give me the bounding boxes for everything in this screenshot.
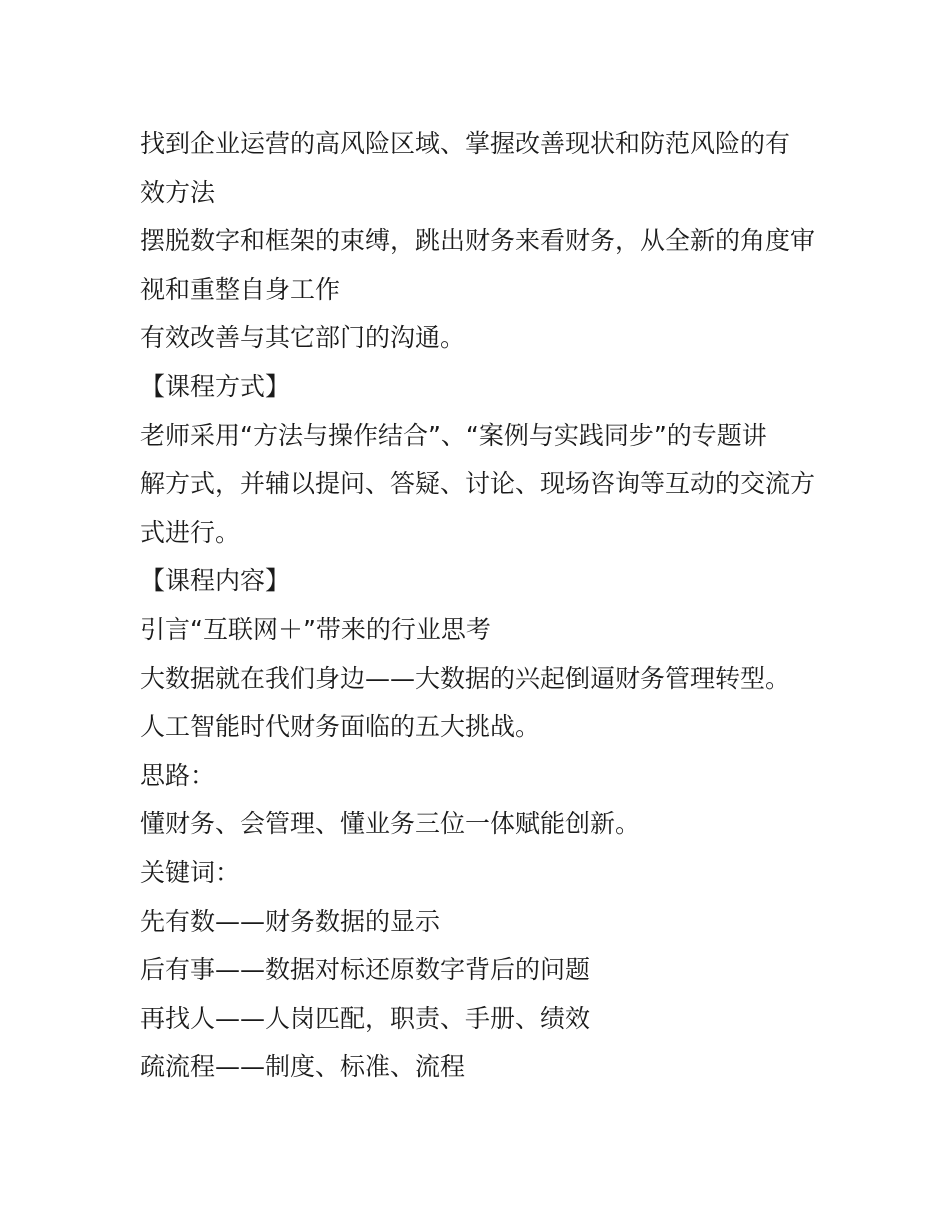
text-line: 找到企业运营的高风险区域、掌握改善现状和防范风险的有 — [140, 129, 791, 158]
text-line: 有效改善与其它部门的沟通。 — [140, 323, 466, 353]
text-line: 人工智能时代财务面临的五大挑战。 — [140, 712, 541, 742]
text-line: 老师采用“方法与操作结合”、“案例与实践同步”的专题讲 — [140, 420, 767, 450]
text-line: 疏流程——制度、标准、流程 — [140, 1052, 466, 1082]
text-line: 后有事——数据对标还原数字背后的问题 — [140, 955, 591, 985]
text-line: 摆脱数字和框架的束缚，跳出财务来看财务，从全新的角度审 — [140, 226, 816, 256]
text-line: 懂财务、会管理、懂业务三位一体赋能创新。 — [140, 809, 641, 839]
text-line: 引言“互联网＋”带来的行业思考 — [140, 614, 491, 644]
text-line: 思路： — [140, 760, 216, 790]
text-line: 解方式，并辅以提问、答疑、讨论、现场咨询等互动的交流方 — [140, 469, 816, 499]
text-line: 式进行。 — [140, 517, 241, 547]
section-heading: 【课程方式】 — [140, 371, 291, 401]
document-page — [140, 120, 820, 1092]
section-heading: 【课程内容】 — [140, 566, 291, 596]
text-line: 视和重整自身工作 — [140, 274, 341, 304]
text-line: 再找人——人岗匹配，职责、手册、绩效 — [140, 1003, 591, 1033]
text-line: 效方法 — [140, 177, 216, 207]
text-line: 大数据就在我们身边——大数据的兴起倒逼财务管理转型。 — [140, 663, 791, 693]
text-line: 关键词： — [140, 857, 241, 887]
text-line: 先有数——财务数据的显示 — [140, 906, 441, 936]
